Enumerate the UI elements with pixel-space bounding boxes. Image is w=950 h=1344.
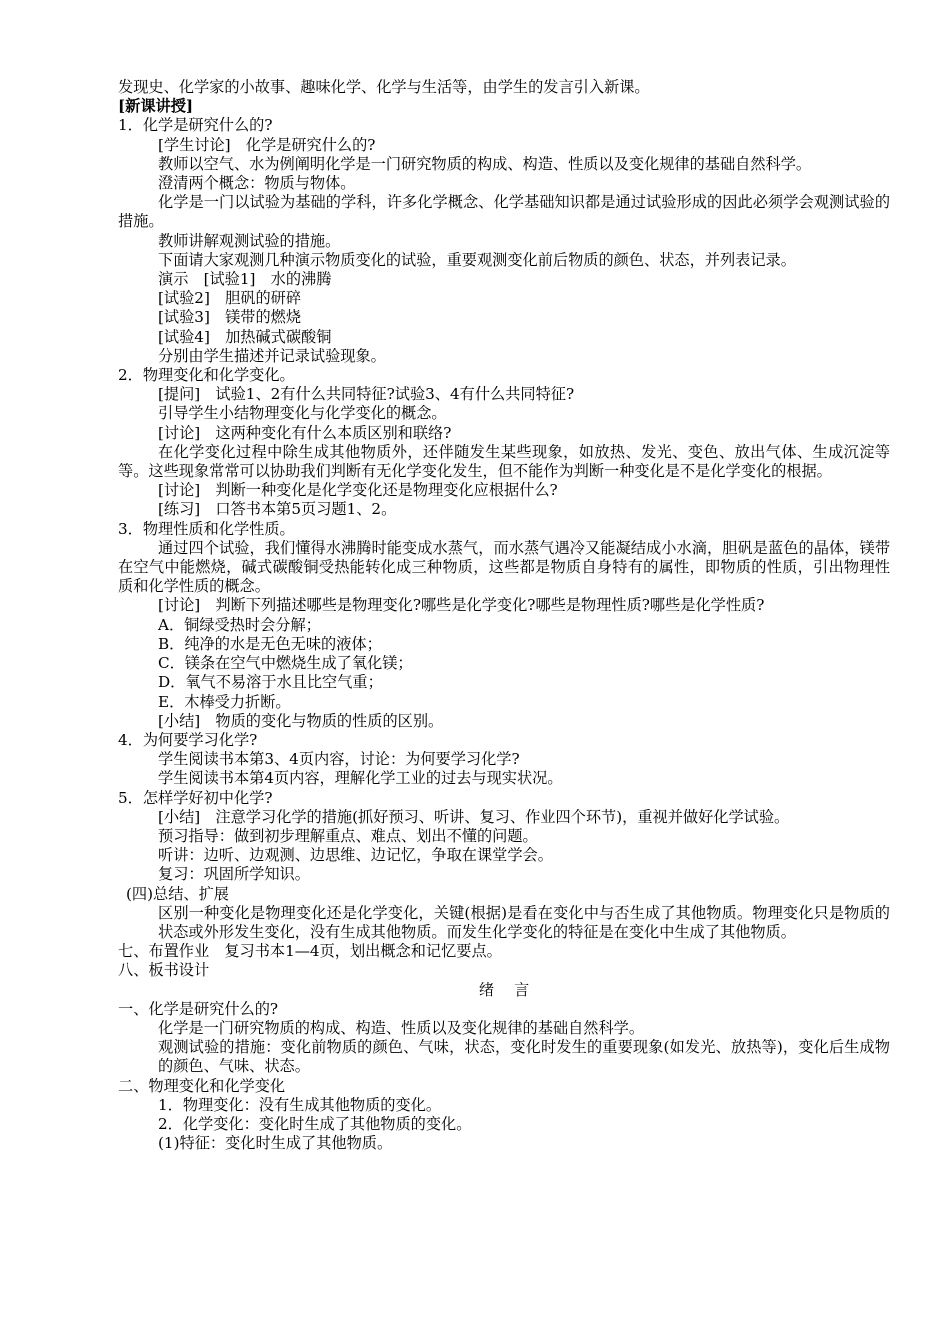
- text-line: [讨论] 这两种变化有什么本质区别和联络?: [158, 423, 452, 442]
- text-line: 分别由学生描述并记录试验现象。: [158, 346, 386, 365]
- text-line: 复习：巩固所学知识。: [158, 865, 310, 884]
- text-line: 1．物理变化：没有生成其他物质的变化。: [158, 1095, 442, 1114]
- text-line: 澄清两个概念：物质与物体。: [158, 174, 356, 193]
- text-line: 在化学变化过程中除生成其他物质外，还伴随发生某些现象，如放热、发光、变色、放出气体、生成沉淀等等。这些现象常常可以协助我们判断有无化学变化发生，但不能作为判断一种变化是不是化学变化的根据。: [118, 442, 890, 481]
- text-line: [学生讨论] 化学是研究什么的?: [158, 135, 376, 154]
- text-line: (四)总结、扩展: [126, 884, 229, 903]
- text-line: 2．物理变化和化学变化。: [118, 366, 295, 385]
- text-line: 学生阅读书本第3、4页内容，讨论：为何要学习化学?: [158, 750, 520, 769]
- text-line: 学生阅读书本第4页内容，理解化学工业的过去与现实状况。: [158, 769, 563, 788]
- text-line: [练习] 口答书本第5页习题1、2。: [158, 500, 397, 519]
- text-line: 绪言: [478, 980, 550, 999]
- text-line: C．镁条在空气中燃烧生成了氧化镁；: [158, 654, 413, 673]
- text-line: 3．物理性质和化学性质。: [118, 519, 295, 538]
- text-line: [讨论] 判断一种变化是化学变化还是物理变化应根据什么?: [158, 481, 558, 500]
- text-line: [新课讲授]: [118, 97, 194, 116]
- text-line: 听讲：边听、边观测、边思维、边记忆，争取在课堂学会。: [158, 846, 553, 865]
- text-line: A．铜绿受热时会分解；: [158, 615, 321, 634]
- text-line: 引导学生小结物理变化与化学变化的概念。: [158, 404, 447, 423]
- text-line: [提问] 试验1、2有什么共同特征?试验3、4有什么共同特征?: [158, 385, 575, 404]
- text-line: D．氧气不易溶于水且比空气重；: [158, 673, 383, 692]
- text-line: 教师以空气、水为例阐明化学是一门研究物质的构成、构造、性质以及变化规律的基础自然科学。: [158, 154, 812, 173]
- text-line: 八、板书设计: [118, 961, 210, 980]
- text-line: 4．为何要学习化学?: [118, 730, 258, 749]
- text-line: 预习指导：做到初步理解重点、难点、划出不懂的问题。: [158, 826, 538, 845]
- text-line: 发现史、化学家的小故事、趣味化学、化学与生活等，由学生的发言引入新课。: [118, 78, 650, 96]
- text-line: 一、化学是研究什么的?: [118, 999, 279, 1018]
- text-line: 观测试验的措施：变化前物质的颜色、气味，状态，变化时发生的重要现象(如发光、放热等)，变化后生成物的颜色、气味、状态。: [158, 1038, 890, 1076]
- text-line: 1．化学是研究什么的?: [118, 116, 273, 135]
- text-line: [小结] 物质的变化与物质的性质的区别。: [158, 711, 444, 730]
- text-line: [试验2] 胆矾的研碎: [158, 289, 302, 308]
- text-line: [试验3] 镁带的燃烧: [158, 308, 302, 327]
- text-line: 化学是一门以试验为基础的学科，许多化学概念、化学基础知识都是通过试验形成的因此必须学会观测试验的措施。: [118, 193, 890, 231]
- text-line: 七、布置作业 复习书本1—4页，划出概念和记忆要点。: [118, 942, 502, 961]
- text-line: [讨论] 判断下列描述哪些是物理变化?哪些是化学变化?哪些是物理性质?哪些是化学性质?: [158, 596, 765, 615]
- document-body: [118, 78, 890, 1153]
- text-line: 演示 [试验1] 水的沸腾: [158, 270, 332, 289]
- text-line: [小结] 注意学习化学的措施(抓好预习、听讲、复习、作业四个环节)，重视并做好化学试验。: [158, 807, 790, 826]
- text-line: 区别一种变化是物理变化还是化学变化，关键(根据)是看在变化中与否生成了其他物质。物理变化只是物质的状态或外形发生变化，没有生成其他物质。而发生化学变化的特征是在变化中生成了其他物质。: [158, 903, 890, 941]
- text-line: (1)特征：变化时生成了其他物质。: [158, 1134, 393, 1153]
- text-line: 教师讲解观测试验的措施。: [158, 231, 341, 250]
- text-line: 2．化学变化：变化时生成了其他物质的变化。: [158, 1114, 472, 1133]
- text-line: 化学是一门研究物质的构成、构造、性质以及变化规律的基础自然科学。: [158, 1018, 644, 1037]
- text-line: B．纯净的水是无色无味的液体；: [158, 634, 382, 653]
- text-line: E．木棒受力折断。: [158, 692, 291, 711]
- text-line: 5．怎样学好初中化学?: [118, 788, 273, 807]
- text-line: 下面请大家观测几种演示物质变化的试验，重要观测变化前后物质的颜色、状态，并列表记录。: [158, 250, 796, 269]
- text-line: [试验4] 加热碱式碳酸铜: [158, 327, 332, 346]
- text-line: 通过四个试验，我们懂得水沸腾时能变成水蒸气，而水蒸气遇冷又能凝结成小水滴，胆矾是蓝色的晶体，镁带在空气中能燃烧，碱式碳酸铜受热能转化成三种物质，这些都是物质自身特有的属性，即物质的性质，引出物理性质和化学性质的概念。: [118, 538, 890, 596]
- text-line: 二、物理变化和化学变化: [118, 1076, 286, 1095]
